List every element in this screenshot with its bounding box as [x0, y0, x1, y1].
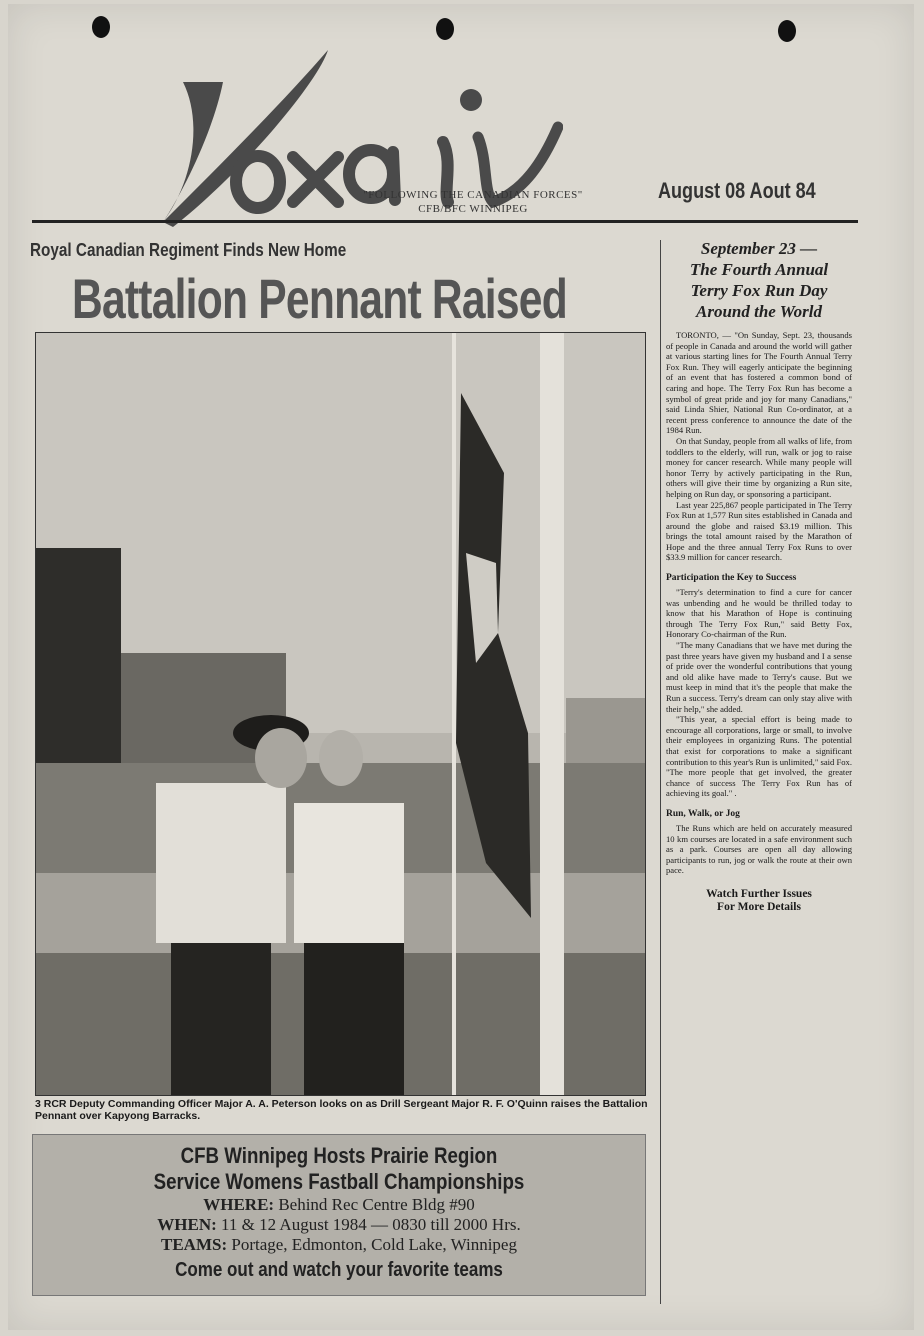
- sidebar-footer-line1: Watch Further Issues: [706, 887, 812, 900]
- event-footer: Come out and watch your favorite teams: [175, 1259, 503, 1281]
- sidebar-paragraph: "This year, a special effort is being made to encourage all corporations, large or small, to involve their employees in organizing Runs. The potential that exist for corporations to make a significant contribution to this year's Run is unlimited," said Fox. "The more people that get involved, the greater chance of success The Terry Fox Run has of achieving its goal." .: [666, 714, 852, 799]
- event-teams: [33, 1235, 645, 1255]
- binder-hole-right: [778, 20, 796, 42]
- binder-hole-left: [92, 16, 110, 38]
- column-rule: [660, 240, 661, 1304]
- sidebar-body: [666, 330, 852, 876]
- event-teams-label: TEAMS:: [161, 1235, 228, 1254]
- event-where-value: Behind Rec Centre Bldg #90: [278, 1195, 475, 1214]
- binder-hole-center: [436, 18, 454, 40]
- event-title-line2: Service Womens Fastball Championships: [153, 1169, 525, 1194]
- sidebar-paragraph: "Terry's determination to find a cure for cancer was unbending and he would be thrilled today to know that his Marathon of Hope is continuing through The Terry Fox Run," said Betty Fox, Honorary Co-chairman of the Run.: [666, 587, 852, 640]
- sidebar-paragraph: On that Sunday, people from all walks of life, from toddlers to the elderly, will run, walk or jog to raise money for cancer research. While many people will honor Terry by actively participating in the Run, others will give their time by organizing a Run site, helping on Run day, or sponsoring a participant.: [666, 435, 852, 499]
- sidebar-story: [666, 238, 852, 914]
- issue-date: August 08 Aout 84: [658, 178, 816, 203]
- masthead-tagline: [338, 188, 608, 216]
- sidebar-headline-line3: Terry Fox Run Day: [690, 281, 828, 300]
- event-title-line1: CFB Winnipeg Hosts Prairie Region: [180, 1143, 498, 1168]
- photo-caption: 3 RCR Deputy Commanding Officer Major A. A. Peterson looks on as Drill Sergeant Major R. F. O'Quinn raises the Battalion Pennant over Kapyong Barracks.: [35, 1098, 648, 1122]
- sidebar-headline-line2: The Fourth Annual: [689, 260, 829, 279]
- story-headline: Battalion Pennant Raised: [72, 267, 567, 330]
- sidebar-subhead: Participation the Key to Success: [666, 573, 797, 584]
- masthead-rule: [32, 220, 858, 223]
- event-when: [33, 1215, 645, 1235]
- event-when-label: WHEN:: [157, 1215, 217, 1234]
- event-where-label: WHERE:: [203, 1195, 275, 1214]
- story-kicker: Royal Canadian Regiment Finds New Home: [30, 240, 347, 260]
- event-when-value: 11 & 12 August 1984 — 0830 till 2000 Hrs.: [221, 1215, 521, 1234]
- story-photo: [35, 332, 646, 1096]
- sidebar-footer-line2: For More Details: [717, 900, 801, 913]
- tagline-text: "FOLLOWING THE CANADIAN FORCES": [363, 189, 583, 201]
- sidebar-paragraph: The Runs which are held on accurately measured 10 km courses are located in a safe environment such as a park. Courses are open all day allowing participants to run, jog or walk the route at their own pace.: [666, 822, 852, 876]
- sidebar-headline-line1: September 23 —: [700, 239, 818, 258]
- tagline-base: CFB/BFC WINNIPEG: [418, 203, 528, 215]
- event-teams-value: Portage, Edmonton, Cold Lake, Winnipeg: [231, 1235, 517, 1254]
- event-announcement: [32, 1134, 646, 1296]
- sidebar-paragraph: TORONTO, — "On Sunday, Sept. 23, thousands of people in Canada and around the world will gather at various starting lines for The Fourth Annual Terry Fox Run. They will eagerly anticipate the beginning of an event that has fostered a common bond of caring and hope. The Terry Fox Run has become a symbol of great pride and joy for many Canadians," said Linda Shier, National Run Co-ordinator, at a recent press conference to announce the date of the 1984 Run.: [666, 330, 852, 436]
- sidebar-subhead: Run, Walk, or Jog: [666, 808, 740, 819]
- sidebar-footer: [666, 888, 852, 914]
- sidebar-paragraph: "The many Canadians that we have met during the past three years have given my husband and I a sense of pride over the wonderful contributions that young and old alike have made to Terry's cause. But we must keep in mind that it's the people that make the Run a success. Terry's dream can only stay alive with their help," she added.: [666, 640, 852, 714]
- event-where: [33, 1195, 645, 1215]
- sidebar-headline-line4: Around the World: [696, 302, 822, 321]
- sidebar-headline: [666, 238, 852, 322]
- newspaper-page: [8, 4, 914, 1330]
- sidebar-paragraph: Last year 225,867 people participated in The Terry Fox Run at 1,577 Run sites established in Canada and around the globe and raised $3.19 million. This brings the total amount raised by the Marathon of Hope and the three annual Terry Fox Runs to over $33.9 million for cancer research.: [666, 499, 852, 563]
